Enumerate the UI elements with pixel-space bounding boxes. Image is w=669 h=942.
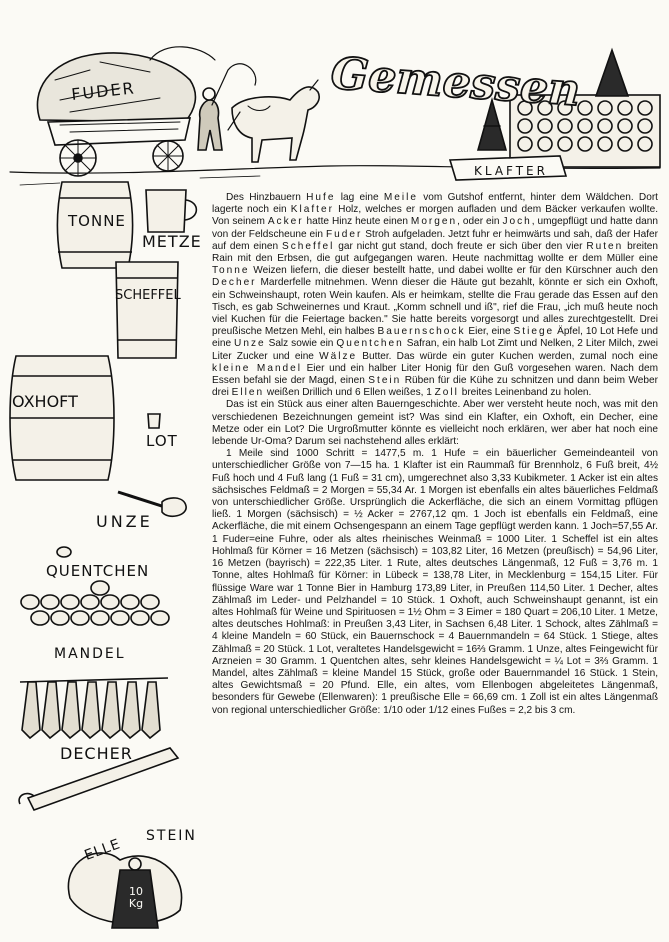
spaced-term: Bauernschock bbox=[377, 326, 466, 338]
story-text: Eier und ein halber Liter Honig für den Guß vorgesehen waren. Nach dem Essen befahl sie der Magd, einen bbox=[212, 362, 658, 387]
spaced-term: Morgen bbox=[410, 216, 458, 228]
story-text: vom Gutshof entfernt, hinter dem Wäldchen. Dort lagerte noch ein bbox=[212, 192, 658, 216]
story-paragraph bbox=[212, 192, 658, 399]
farmer-drawing bbox=[198, 100, 222, 150]
story-text: Rüben für die Kühe zu schnitzen und dann beim Weber drei bbox=[212, 375, 658, 399]
spaced-term: Wälze bbox=[319, 350, 358, 362]
definitions-paragraph: 1 Meile sind 1000 Schritt = 1477,5 m. 1 Hufe = ein bäuerlicher Gemeindeanteil von unterschiedlicher Größe von 7—15 ha. 1 Klafter ist ein Raummaß für Brennholz, 6 Fuß breit, 4½ Fuß hoch und 4 Fuß lang (1 Fuß = 31 cm), umgerechnet also 3,33 Kubikmeter. 1 Acker ist ein altes sächsisches Feldmaß = 2 Morgen = 55,34 Ar. 1 Morgen ist ebenfalls ein altes bäuerliches Feldmaß von unterschiedlicher Größe. Ursprünglich die Ackerfläche, die sich an einem Vormittag pflügen ließ. 1 Morgen (sächsisch) = ½ Acker = 2767,12 qm. 1 Joch ist ebenfalls ein Feldmaß, eine Ackerfläche, die mit einem Ochsengespann an einem Tage gepflügt werden kann. 1 Joch=57,55 Ar. 1 Fuder=eine Fuhre, oder als altes rheinisches Weinmaß = 1000 Liter. 1 Scheffel ist ein altes Hohlmaß für Körner = 16 Metzen (sächsisch) = 103,82 Liter, 16 Metzen (preußisch) = 54,96 Liter, 16 Metzen (bayrisch) = 222,35 Liter. 1 Rute, altes deutsches Längenmaß, 12 Fuß = 3,76 m. 1 Tonne, altes Hohlmaß für Körner: in Lübeck = 138,78 Liter, in Mecklenburg = 154,15 Liter. Für flüssige Ware war 1 Tonne Bier in Hamburg 173,89 Liter, in Preußen 114,50 Liter. 1 Decher, altes Zählmaß im Leder- und Pelzhandel = 10 Stück. 1 Oxhoft, auch Schweinshaupt genannt, ist ein altes Hohlmaß für Weine und Spirituosen = 1½ Ohm = 3 Eimer = 180 Quart = 206,10 Liter. 1 Metze, altes deutsches Hohlmaß: in Preußen 3,43 Liter, in Sachsen 6,48 Liter. 1 Schock, altes Zählmaß = 4 kleine Mandeln = 60 Stück, ein Bauernschock = 4 Bauernmandeln = 64 Stück. 1 Stiege, altes Zählmaß = 20 Stück. 1 Lot, veraltetes Handelsgewicht = 16⅔ Gramm. 1 Unze, altes Feingewicht für Arzneien = 30 Gramm. 1 Quentchen altes, sehr kleines Handelsgewicht = ¼ Lot = 3⅔ Gramm. 1 Mandel, altes Zählmaß = kleine Mandel 15 Stück, große oder Bauernmandel 16 Stück. 1 Stein, altes Gewichtsmaß = 20 Pfund. Elle, ein altes, vom Ellenbogen abgeleitetes Längenmaß, besonders für Gewebe (Ellenwaren): 1 preußische Elle = 66,69 cm. 1 Zoll ist ein altes Längenmaß von regional unterschiedlicher Größe: 1/10 oder 1/12 eines Fußes = 2,2 bis 3 cm. bbox=[212, 448, 658, 716]
spaced-term: Hufe bbox=[306, 192, 336, 203]
story-text: , oder ein bbox=[457, 216, 503, 228]
sign-label: KLAFTER bbox=[474, 164, 548, 178]
story-text: Des Hinzbauern bbox=[226, 192, 307, 203]
label-metze: METZE bbox=[142, 232, 202, 251]
label-lot: LOT bbox=[146, 432, 178, 450]
story-text: breites Leinenband zu holen. bbox=[458, 387, 592, 399]
label-weight: 10 Kg bbox=[128, 885, 144, 910]
label-stein: STEIN bbox=[146, 828, 197, 844]
label-decher: DECHER bbox=[60, 744, 133, 763]
story-text: Äpfel, 10 Lot Hefe und eine bbox=[212, 326, 658, 350]
label-oxhoft: OXHOFT bbox=[12, 392, 78, 411]
label-unze: UNZE bbox=[96, 512, 153, 531]
wagon-label: FUDER bbox=[70, 78, 137, 104]
story-text: Holz, welches er morgen aufladen und dem Bäcker verkaufen wollte. Von seinem bbox=[212, 204, 658, 228]
spaced-term: Acker bbox=[267, 216, 304, 228]
spaced-term: Fuder bbox=[325, 228, 363, 240]
label-elle: ELLE bbox=[82, 836, 123, 864]
horse-drawing bbox=[232, 87, 319, 162]
scheffel-bucket-drawing bbox=[116, 262, 178, 358]
story-text: Weizen liefern, die dieser bestellt hatte, und dabei wollte er für den Kürschner auch den bbox=[249, 265, 658, 277]
story-text: Eier, eine bbox=[465, 326, 514, 338]
page-title: Gemessen bbox=[329, 48, 582, 117]
metze-cup-drawing bbox=[146, 190, 186, 232]
decher-pelts-drawing bbox=[20, 678, 168, 738]
spaced-term: Zoll bbox=[434, 387, 459, 399]
story-text: Safran, ein halb Lot Zimt und Nelken, 2 Liter Milch, zwei Liter Zucker und eine bbox=[212, 338, 658, 362]
spaced-term: Decher bbox=[212, 277, 257, 289]
sidebar-drawings bbox=[0, 170, 210, 938]
spaced-term: Unze bbox=[234, 338, 266, 350]
article-body bbox=[212, 192, 658, 936]
story-text: Salz sowie ein bbox=[265, 338, 337, 350]
spaced-term: Klafter bbox=[290, 204, 334, 216]
spaced-term: Quentchen bbox=[336, 338, 404, 350]
story-text: weißen Drillich und 6 Ellen weißes, 1 bbox=[264, 387, 435, 399]
sidebar-illustrations bbox=[0, 170, 210, 938]
unze-ladle-drawing bbox=[118, 492, 168, 508]
lot-cup-drawing bbox=[148, 414, 160, 428]
spaced-term: Tonne bbox=[212, 265, 250, 277]
label-scheffel: SCHEFFEL bbox=[115, 288, 181, 303]
label-quentchen: QUENTCHEN bbox=[46, 562, 150, 580]
label-tonne: TONNE bbox=[68, 212, 126, 230]
story-text: gar nicht gut stand, doch freute er sich über den vier bbox=[334, 240, 587, 252]
spaced-term: Stiege bbox=[513, 326, 555, 338]
spaced-term: Scheffel bbox=[282, 240, 335, 252]
spaced-term: kleine Mandel bbox=[212, 362, 303, 374]
story-text: , umgepflügt und hatte dann von der Feldscheune ein bbox=[212, 216, 658, 240]
spaced-term: Ruten bbox=[586, 240, 624, 252]
spaced-term: Stein bbox=[368, 375, 402, 387]
story-text: Butter. Das würde ein guter Kuchen werden, zumal noch eine bbox=[357, 350, 658, 362]
story-text: hatte Hinz heute einen bbox=[303, 216, 411, 228]
mandel-eggs-drawing bbox=[21, 581, 169, 625]
story-text: breiten Rain mit den Erbsen, die gut aufgegangen waren. Heute nachmittag wollte er dem Müller eine bbox=[212, 240, 658, 265]
story-text: Marderfelle mitnehmen. Wenn dieser die Häute gut bezahlt, könnte er sich ein Oxhoft, ein Schweinshaupt, roten Wein kaufen. Als er heimkam, stellte die Frau gerade das Essen auf den Tisch, es gab Schweinernes und Kraut. „Komm schnell und iß", rief die Frau, „ich muß heute noch viel Kuchen für die Feiertage backen." Sie hatte bereits vorgesorgt und alles zurechtgestellt. Drei preußische Metzen Mehl, ein halbes bbox=[212, 277, 658, 338]
spaced-term: Joch bbox=[502, 216, 532, 228]
spaced-term: Ellen bbox=[231, 387, 265, 399]
story-text: Stroh aufgeladen. Jetzt fuhr er heimwärts und sah, daß der Hafer auf dem einen bbox=[212, 228, 658, 252]
quentchen-cup-drawing bbox=[57, 547, 71, 557]
spaced-term: Meile bbox=[383, 192, 418, 203]
fir-tree-right bbox=[596, 50, 628, 96]
intro-paragraph: Das ist ein Stück aus einer alten Bauerngeschichte. Aber wer versteht heute noch, was mit den verschiedenen Bezeichnungen gemeint ist? Was sind ein Klafter, ein Oxhoft, ein Decher, eine Metze oder ein Lot? Die Urgroßmutter könnte es vielleicht noch erklären, wer aber hat noch eine lebende Ur-Oma? Darum sei nachstehend alles erklärt: bbox=[212, 399, 658, 448]
story-text: lag eine bbox=[335, 192, 384, 203]
label-mandel: MANDEL bbox=[54, 646, 126, 662]
